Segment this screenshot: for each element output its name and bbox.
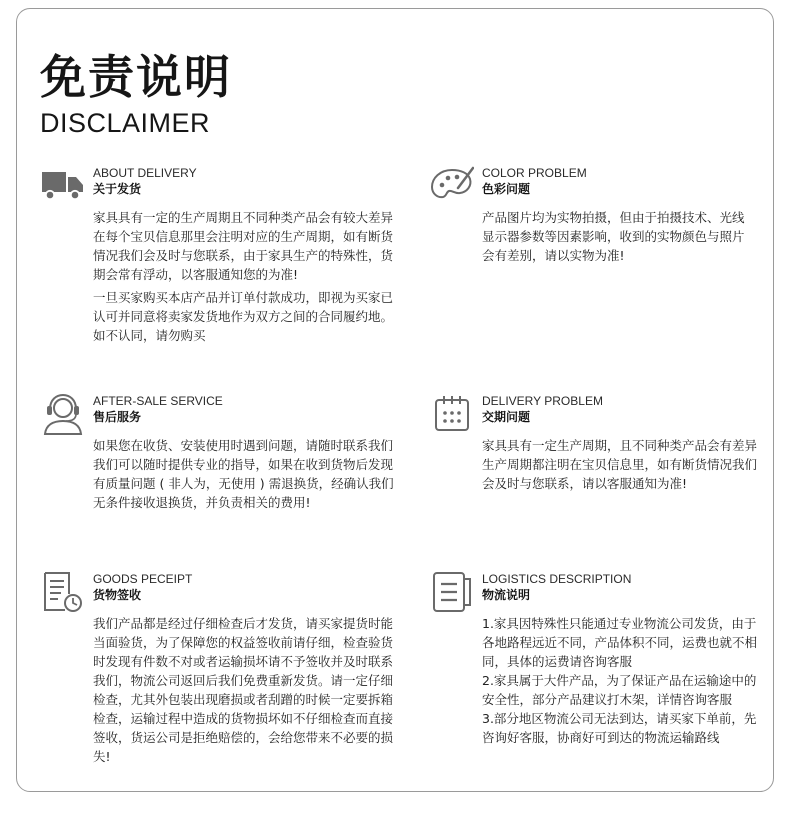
text-line: 如果您在收货、安装使用时遇到问题，请随时联系我们 <box>93 438 394 453</box>
text-line: 会有差别，请以实物为准! <box>482 248 625 263</box>
paragraph <box>482 614 757 747</box>
text-line: 安全性，部分产品建议打木架，详情咨询客服 <box>482 692 733 707</box>
text-line: 当面验货，为了保障您的权益签收前请仔细，检查验货 <box>93 635 394 650</box>
text-line: 如不认同，请勿购买 <box>93 328 206 343</box>
text-line: 各地路程远近不同，产品体积不同，运费也就不相 <box>482 635 758 650</box>
text-line: 咨询好客服，协商好可到达的物流运输路线 <box>482 730 720 745</box>
text-line: 一旦买家购买本店产品并订单付款成功，即视为买家已 <box>93 290 394 305</box>
paragraph <box>93 208 393 284</box>
receipt-clock-icon <box>41 570 85 614</box>
calendar-icon <box>430 392 474 436</box>
section-title-cn: 售后服务 <box>93 410 142 424</box>
section-after-sale-service <box>41 392 421 522</box>
section-title-cn: 色彩问题 <box>482 182 531 196</box>
headset-icon <box>41 392 85 436</box>
text-line: 检查，运输过程中造成的货物损坏如不仔细检查而直接 <box>93 711 394 726</box>
text-line: 我们，物流公司返回后我们免费重新发货。请一定仔细 <box>93 673 394 688</box>
paragraph <box>482 436 757 493</box>
section-about-delivery <box>41 164 421 364</box>
text-line: 期会常有浮动，以客服通知您的为准! <box>93 267 299 282</box>
text-line: 产品图片均为实物拍摄，但由于拍摄技术、光线 <box>482 210 745 225</box>
section-body <box>93 208 393 349</box>
text-line: 会及时与您联系，请以客服通知为准! <box>482 476 688 491</box>
section-title-en: AFTER-SALE SERVICE <box>93 394 223 408</box>
text-line: 同，具体的运费请咨询客服 <box>482 654 633 669</box>
text-line: 我们产品都是经过仔细检查后才发货，请买家提货时能 <box>93 616 394 631</box>
paragraph <box>93 614 393 766</box>
section-title-en: COLOR PROBLEM <box>482 166 587 180</box>
palette-icon <box>430 164 474 208</box>
section-body <box>482 614 757 751</box>
section-title-cn: 物流说明 <box>482 588 531 602</box>
section-color-problem <box>430 164 780 284</box>
document-icon <box>430 570 474 614</box>
section-title-cn: 货物签收 <box>93 588 142 602</box>
section-title-cn: 交期问题 <box>482 410 531 424</box>
text-line: 检查，尤其外包装出现磨损或者刮蹭的时候一定要拆箱 <box>93 692 394 707</box>
section-title-cn: 关于发货 <box>93 182 142 196</box>
text-line: 失! <box>93 749 111 764</box>
section-title-en: DELIVERY PROBLEM <box>482 394 603 408</box>
text-line: 1.家具因特殊性只能通过专业物流公司发货，由于 <box>482 616 757 631</box>
text-line: 在每个宝贝信息那里会注明对应的生产周期，如有断货 <box>93 229 394 244</box>
text-line: 无条件接收退换货，并负责相关的费用! <box>93 495 311 510</box>
page-title: 免责说明 <box>40 50 232 104</box>
section-body <box>482 436 757 497</box>
text-line: 有质量问题 ( 非人为，无使用 ) 需退换货，经确认我们 <box>93 476 394 491</box>
paragraph <box>482 208 745 265</box>
truck-icon <box>41 164 85 208</box>
section-body <box>93 436 394 516</box>
section-logistics-description <box>430 570 780 770</box>
text-line: 签收，货运公司是拒绝赔偿的，会给您带来不必要的损 <box>93 730 394 745</box>
text-line: 生产周期都注明在宝贝信息里，如有断货情况我们 <box>482 457 758 472</box>
section-title-en: GOODS PECEIPT <box>93 572 193 586</box>
page-subtitle: DISCLAIMER <box>40 108 211 138</box>
text-line: 显示器参数等因素影响，收到的实物颜色与照片 <box>482 229 745 244</box>
section-goods-receipt <box>41 570 421 785</box>
text-line: 家具具有一定生产周期，且不同种类产品会有差异 <box>482 438 758 453</box>
section-delivery-problem <box>430 392 780 512</box>
text-line: 情况我们会及时与您联系，由于家具生产的特殊性，货 <box>93 248 394 263</box>
text-line: 时发现有件数不对或者运输损坏请不予签收并及时联系 <box>93 654 394 669</box>
text-line: 认可并同意将卖家发货地作为双方之间的合同履约地。 <box>93 309 394 324</box>
text-line: 家具具有一定的生产周期且不同种类产品会有较大差异 <box>93 210 394 225</box>
section-body <box>93 614 393 770</box>
section-body <box>482 208 745 269</box>
section-title-en: LOGISTICS DESCRIPTION <box>482 572 632 586</box>
text-line: 我们可以随时提供专业的指导，如果在收到货物后发现 <box>93 457 394 472</box>
section-title-en: ABOUT DELIVERY <box>93 166 197 180</box>
paragraph <box>93 288 393 345</box>
paragraph <box>93 436 394 512</box>
text-line: 2.家具属于大件产品，为了保证产品在运输途中的 <box>482 673 757 688</box>
text-line: 3.部分地区物流公司无法到达，请买家下单前，先 <box>482 711 757 726</box>
